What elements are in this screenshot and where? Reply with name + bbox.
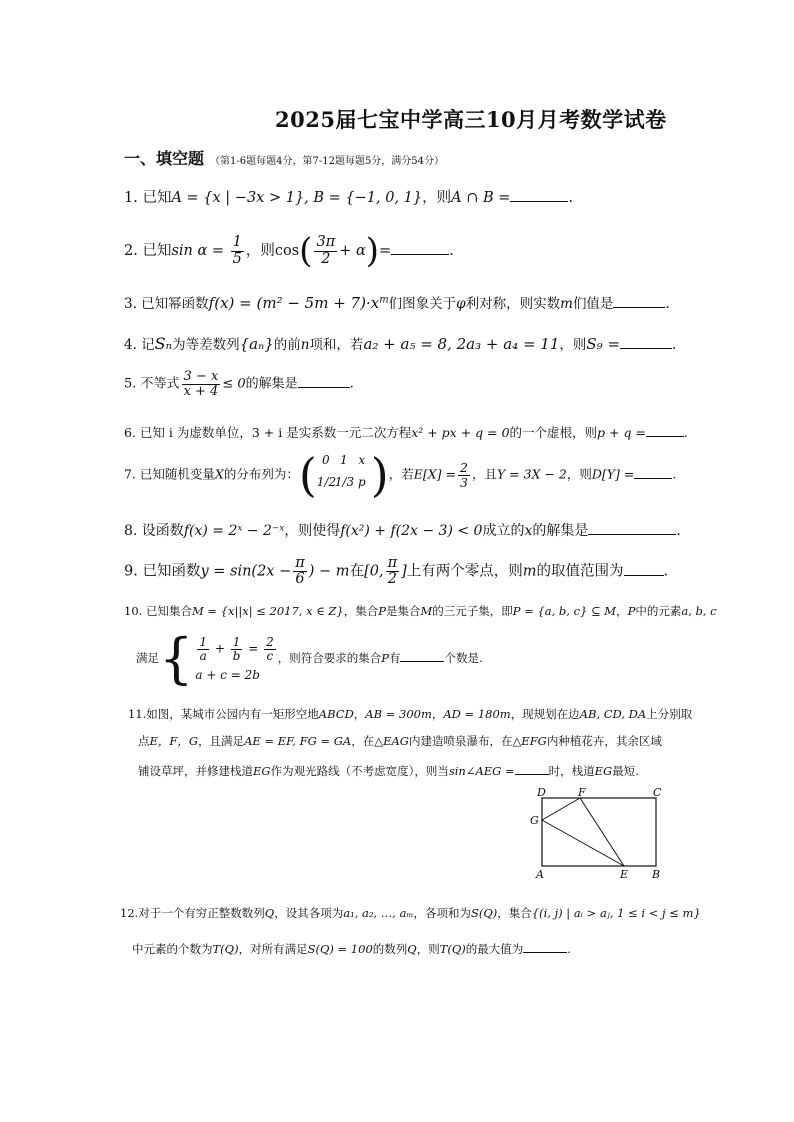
rect-abcd [542, 798, 656, 866]
section-title: 一、填空题 [124, 149, 205, 168]
label-e: E [620, 868, 629, 880]
question-12-line2: 中元素的个数为T(Q)，对所有满足S(Q) = 100的数列Q，则T(Q)的最大值为 . [132, 938, 692, 957]
question-8: 8. 设函数f(x) = 2ˣ − 2⁻ˣ，则使得f(x²) + f(2x − 3) < 0成立的x的解集是 . [124, 520, 684, 540]
answer-blank[interactable] [523, 938, 567, 953]
equation-system: { $\frac{1}{a}$ + $\frac{1}{b}$ = $\frac{2}{c}$ a + c = 2b [159, 627, 274, 690]
fraction: $\frac{\pi}{2}$ [387, 555, 398, 588]
answer-blank[interactable] [515, 760, 549, 775]
segment-ge [542, 820, 624, 866]
fraction: $\frac{1}{5}$ [232, 234, 242, 267]
question-3: 3. 已知幂函数$f(x) = (m^2 - 5m + 7)\cdot x^m$们图象关于φ利对称，则实数m们值是 . [124, 294, 670, 312]
section-heading [124, 146, 444, 169]
segment-gf [542, 798, 580, 820]
label-a: A [536, 868, 544, 880]
question-7: 7. 已知随机变量X的分布列为：( 0 1 x 1/2 1/3 p )，若E[X] = $\frac{2}{3}$ ，且Y = 3X − 2，则D[Y] = . [124, 448, 677, 502]
distribution-matrix: 0 1 x 1/2 1/3 p [316, 453, 366, 489]
answer-blank[interactable] [588, 520, 676, 535]
label-c: C [653, 786, 662, 799]
answer-blank[interactable] [400, 647, 444, 662]
answer-blank[interactable] [634, 464, 672, 479]
fraction: $\frac{2}{3}$ [459, 460, 468, 490]
answer-blank[interactable] [613, 293, 665, 308]
answer-blank[interactable] [624, 561, 664, 576]
answer-blank[interactable] [298, 373, 350, 388]
question-1: 1. 已知A = {x | −3x > 1}, B = {−1, 0, 1}，则A ∩ B = . [124, 186, 684, 207]
label-g: G [530, 814, 539, 827]
question-6: 6. 已知 i 为虚数单位，3 + i 是实系数一元二次方程x² + px + q = 0的一个虚根，则p + q = . [124, 422, 684, 441]
question-11-line3: 铺设草坪，并修建栈道EG作为观光路线（不考虑宽度），则当sin∠AEG = 时，栈道EG最短. [138, 760, 698, 779]
question-12-line1: 12.对于一个有穷正整数数列Q，设其各项为a₁, a₂, …, aₘ，各项和为S(Q)，集合{(i, j) | aᵢ > aⱼ, 1 ≤ i < j ≤ m} [120, 906, 701, 920]
section-note: （第1-6题每题4分，第7-12题每题5分，满分54分） [210, 156, 445, 167]
answer-blank[interactable] [510, 187, 568, 202]
question-11-line2: 点E，F，G，且满足AE = EF, FG = GA，在△EAG内建造喷泉瀑布，在△EFG内种植花卉，其余区域 [138, 734, 662, 748]
question-10-line1: 10. 已知集合M = {x||x| ≤ 2017, x ∈ Z}，集合P是集合M的三元子集，即P = {a, b, c} ⊆ M，P中的元素a, b, c [124, 604, 717, 618]
fraction: $\frac{3\pi}{2}$ [316, 234, 336, 267]
question-5: 5. 不等式 $\frac{3 - x}{x + 4}$ ≤ 0的解集是 . [124, 369, 354, 399]
segment-fe [580, 798, 624, 866]
question-11-line1: 11.如图，某城市公园内有一矩形空地ABCD，AB = 300m，AD = 180m，现规划在边AB, CD, DA上分别取 [128, 707, 693, 721]
fraction: $\frac{\pi}{6}$ [295, 555, 305, 588]
question-4: 4. 记Sₙ为等差数列{aₙ}的前n项和，若a₂ + a₅ = 8, 2a₃ + a₄ = 11，则S₉ = . [124, 334, 677, 353]
answer-blank[interactable] [391, 240, 449, 255]
question-9: 9. 已知函数y = sin(2x − $\frac{\pi}{6}$ ) − m在[0, $\frac{\pi}{2}$ ]上有两个零点，则m的取值范围为 . [124, 555, 669, 588]
label-d: D [537, 786, 546, 799]
rectangle-figure [528, 786, 668, 880]
question-2: 2. 已知sin α = $\frac{1}{5}$ ，则cos( $\frac{3\pi}{2}$ + α)= . [124, 231, 454, 271]
label-f: F [578, 786, 586, 799]
exam-title: 2025届七宝中学高三10月月考数学试卷 [275, 107, 667, 132]
answer-blank[interactable] [646, 422, 684, 437]
question-10-line2: 满足 { $\frac{1}{a}$ + $\frac{1}{b}$ = $\frac{2}{c}$ a + c = 2b ，则符合要求的集合P有 个数是. [136, 627, 483, 690]
fraction: $\frac{3 - x}{x + 4}$ [183, 369, 219, 399]
answer-blank[interactable] [620, 334, 672, 349]
label-b: B [652, 868, 661, 880]
